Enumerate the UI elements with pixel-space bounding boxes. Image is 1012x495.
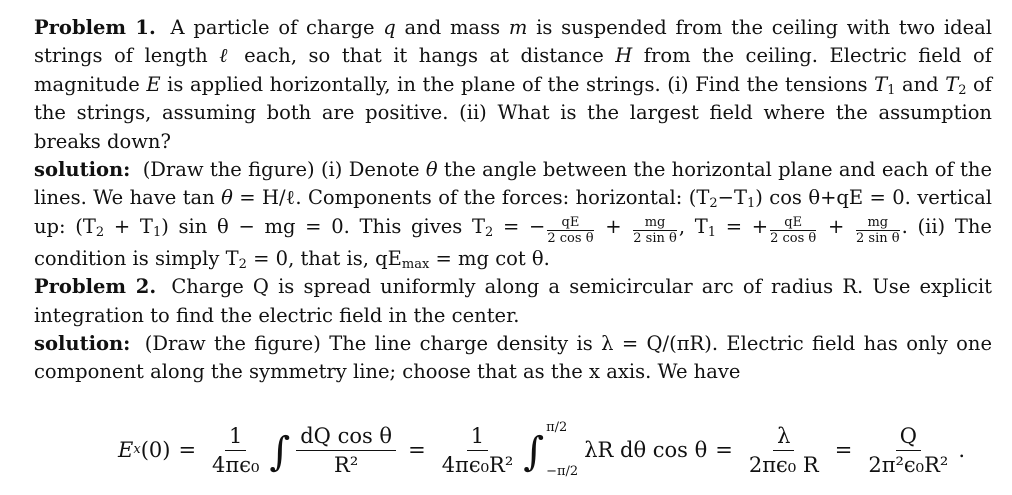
text: ) sin θ − mg = 0. This gives T	[161, 214, 486, 238]
integral-limits	[546, 421, 578, 479]
text: is suspended from the ceiling with two ideal strings of length	[34, 16, 992, 68]
numerator: dQ cos θ	[296, 425, 396, 451]
solution-1-heading: solution:	[34, 158, 131, 182]
text: = −	[493, 214, 546, 238]
problem-2-paragraph	[34, 273, 992, 330]
text: ) cos θ+qE = 0.	[755, 186, 911, 210]
denominator: R²	[334, 452, 359, 477]
text: is applied horizontally, in the plane of the strings. (i) Find the tensions	[160, 72, 875, 96]
var: θ	[221, 186, 233, 210]
display-equation: E x (0) = $\frac{1}{\text{4πϵ₀}}$ ∫ $\frac{\text{dQ cos θ}}{\text{R²}}$ = $\frac{1}{\text{4πϵ₀R²}}$ ∫ π/2 −π/2 λR dθ cos θ = $\frac{\lambda}{\text{2πϵ₀ R}}$ = $\frac{Q}{\text{2π²ϵ₀R²}}$ .	[118, 420, 966, 479]
numerator: qE	[547, 216, 593, 231]
solution-2-heading: solution:	[34, 332, 131, 356]
upper-limit: π/2	[546, 420, 568, 435]
var: T	[874, 72, 888, 96]
problem-2-heading: Problem 2.	[34, 275, 157, 299]
denominator: 2π²ϵ₀R²	[868, 452, 949, 477]
fraction	[864, 425, 952, 476]
var: T	[945, 72, 959, 96]
numerator: 1	[467, 425, 488, 451]
equals-sign: =	[834, 437, 853, 462]
text: and mass	[395, 16, 509, 39]
equation-period: .	[958, 437, 966, 462]
eq-lhs-arg: (0)	[140, 437, 171, 462]
solution-2-text: (Draw the figure) The line charge density is λ = Q/(πR). Electric field has only one component along the symmetry line; choose that as the x axis. We have	[34, 332, 992, 384]
denominator: 2 sin θ	[633, 230, 677, 246]
text: = mg cot θ.	[429, 246, 550, 270]
text: (Draw the figure) (i) Denote	[142, 158, 426, 182]
text: = +	[716, 214, 769, 238]
var: θ	[425, 158, 438, 182]
sub: max	[401, 256, 430, 272]
sub: 2	[958, 82, 967, 98]
integrand: λR dθ cos θ	[584, 437, 708, 462]
var: m	[508, 16, 528, 39]
fraction	[547, 216, 593, 245]
numerator: 1	[225, 425, 246, 451]
denominator: 2 cos θ	[770, 230, 817, 246]
integral-sign: ∫	[523, 429, 545, 475]
problem-1-paragraph	[34, 14, 992, 156]
equals-sign: =	[408, 437, 426, 462]
lower-limit: −π/2	[546, 464, 579, 479]
fraction	[208, 425, 263, 476]
text: and	[895, 72, 946, 96]
sub: 2	[238, 256, 247, 272]
text: +	[595, 214, 632, 238]
equals-sign: =	[715, 437, 733, 462]
sub: 2	[485, 224, 494, 240]
sub: 1	[887, 82, 896, 98]
text: = H/ℓ. Components of the forces: horizontal: (T	[232, 186, 710, 210]
text: from the ceiling. Electric field of magnitude	[34, 44, 993, 96]
sub: 2	[95, 224, 105, 240]
numerator: λ	[773, 425, 794, 451]
var: q	[383, 16, 396, 39]
numerator: Q	[896, 425, 921, 451]
fraction	[745, 425, 823, 476]
var: E	[146, 72, 161, 96]
solution-1-paragraph	[34, 156, 992, 273]
text: (ii) The condition is simply T	[34, 214, 992, 270]
problem-2-statement: Charge Q is spread uniformly along a semicircular arc of radius R. Use explicit integration to find the electric field in the center.	[34, 275, 993, 327]
denominator: 2 sin θ	[856, 230, 900, 246]
eq-lhs: E	[118, 437, 134, 462]
fraction	[296, 425, 396, 476]
fraction	[856, 216, 900, 245]
text: −T	[717, 186, 747, 210]
denominator: 4πϵ₀	[212, 452, 260, 477]
denominator: 2 cos θ	[547, 230, 594, 246]
text: +	[818, 214, 854, 238]
text: = 0, that is, qE	[246, 246, 402, 270]
numerator: qE	[770, 216, 816, 231]
integral-sign: ∫	[269, 429, 291, 475]
text: of the strings, assuming both are positive. (ii) What is the largest field where the assumption breaks down?	[34, 72, 992, 153]
numerator: mg	[633, 216, 677, 231]
sub: 1	[152, 224, 162, 240]
fraction	[438, 425, 518, 476]
text: + T	[104, 214, 153, 238]
sub: 1	[746, 196, 756, 212]
denominator: 4πϵ₀R²	[441, 452, 514, 477]
denominator: 2πϵ₀ R	[748, 452, 819, 477]
sub: 1	[707, 224, 717, 240]
text: the angle between the horizontal plane and each of the lines. We have tan	[34, 158, 992, 210]
sub: 2	[709, 196, 718, 212]
text: .	[901, 214, 908, 238]
solution-2-paragraph	[34, 330, 992, 387]
numerator: mg	[856, 216, 900, 231]
var: H	[615, 44, 633, 68]
fraction	[633, 216, 677, 245]
fraction	[770, 216, 816, 245]
text: A particle of charge	[170, 16, 384, 39]
text: each, so that it hangs at distance	[232, 44, 616, 68]
equals-sign: =	[178, 437, 197, 462]
text: , T	[678, 214, 708, 238]
text: vertical up: (T	[34, 186, 993, 238]
var: ℓ	[219, 44, 233, 68]
problem-1-heading: Problem 1.	[34, 16, 156, 39]
